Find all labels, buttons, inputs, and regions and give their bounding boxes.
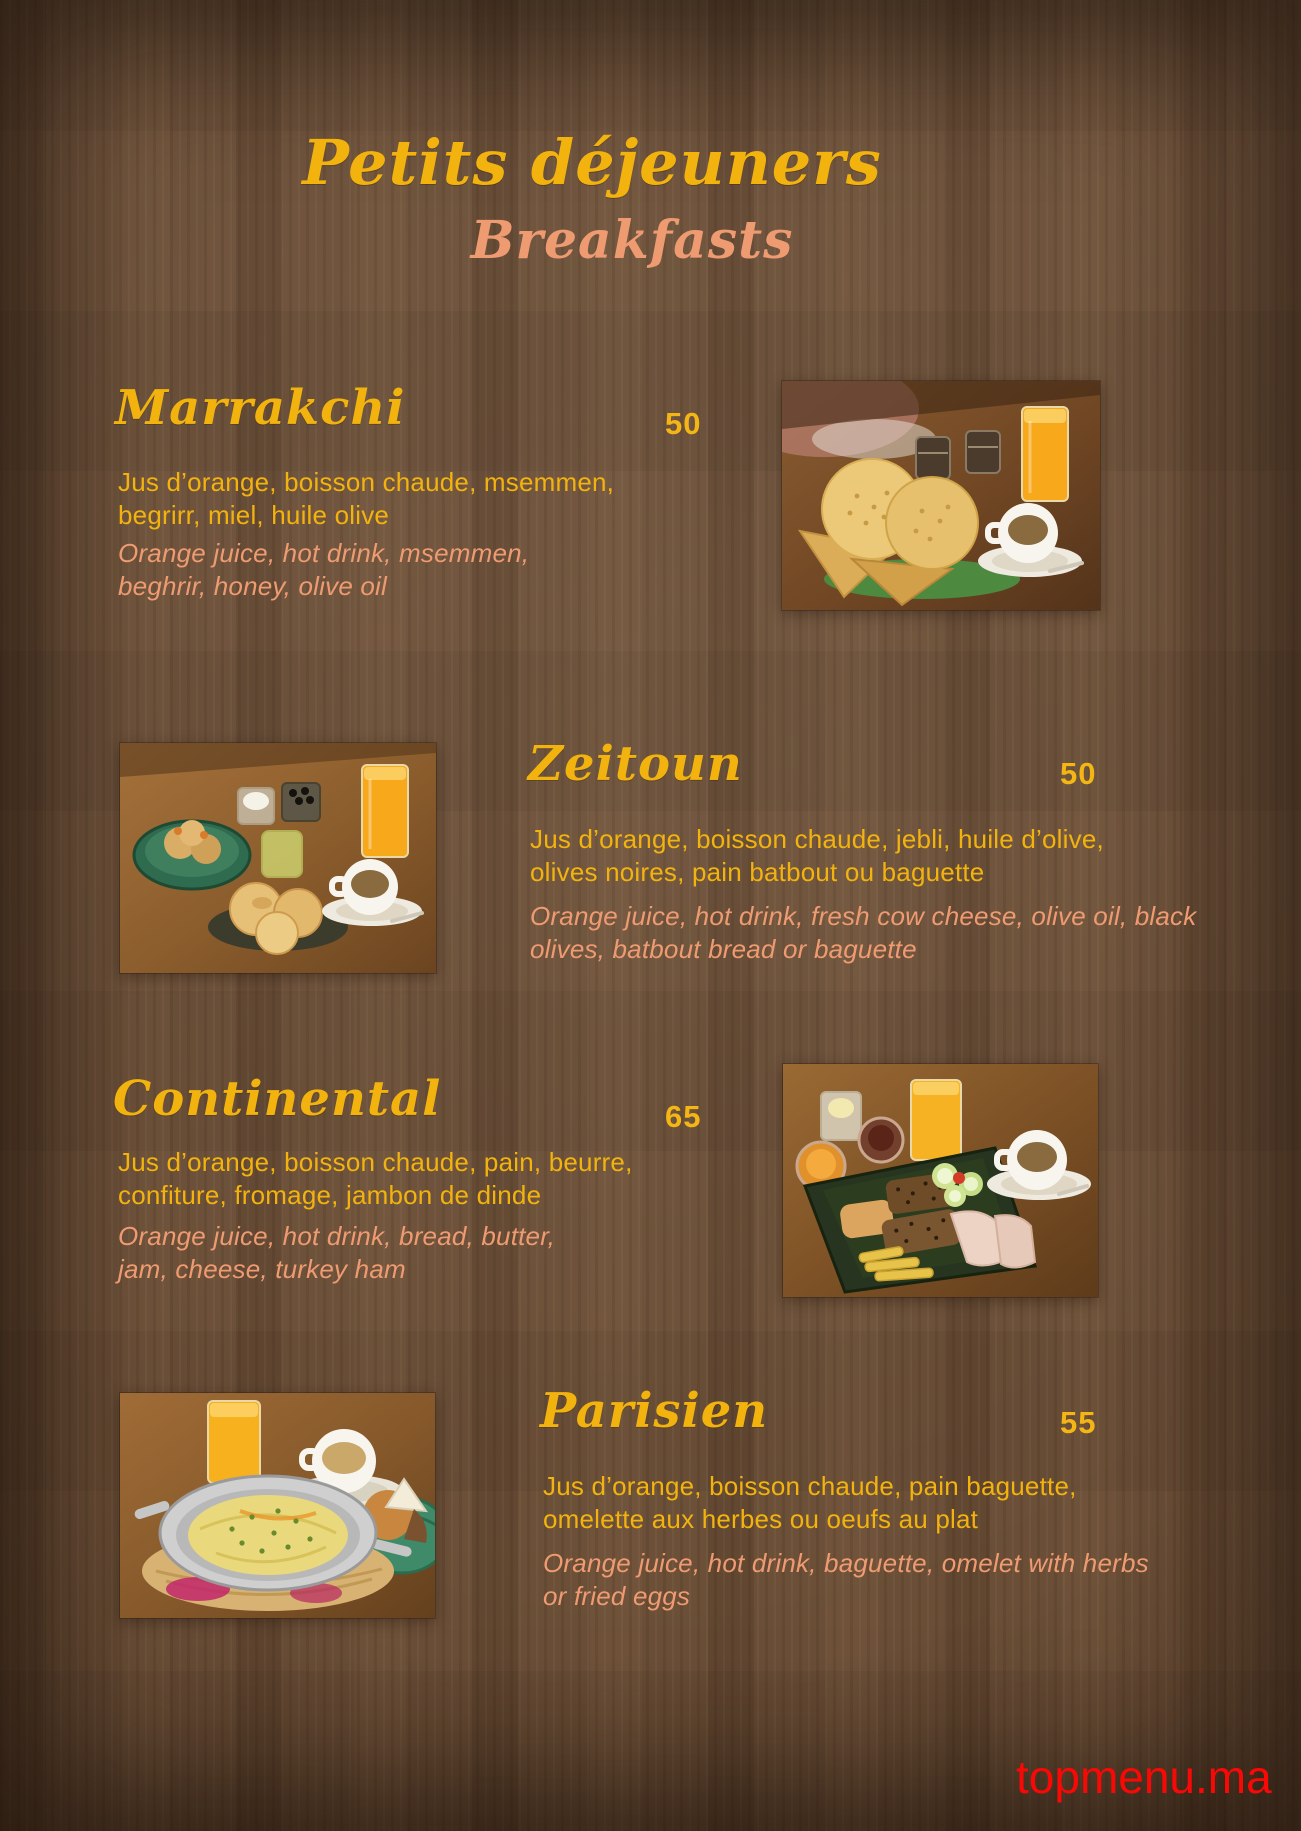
desc-line: confiture, fromage, jambon de dinde xyxy=(118,1180,542,1210)
desc-line: Jus d’orange, boisson chaude, msemmen, xyxy=(118,467,615,497)
desc-line: or fried eggs xyxy=(543,1581,691,1611)
item-desc-fr-continental xyxy=(118,1146,633,1212)
item-name-zeitoun: Zeitoun xyxy=(528,736,743,792)
desc-line: Orange juice, hot drink, fresh cow cheese, olive oil, black xyxy=(530,901,1197,931)
desc-line: jam, cheese, turkey ham xyxy=(118,1254,406,1284)
desc-line: begrirr, miel, huile olive xyxy=(118,500,390,530)
desc-line: Orange juice, hot drink, baguette, omelet with herbs xyxy=(543,1548,1149,1578)
desc-line: olives noires, pain batbout ou baguette xyxy=(530,857,985,887)
item-name-parisien: Parisien xyxy=(540,1383,769,1439)
desc-line: Jus d’orange, boisson chaude, pain baguette, xyxy=(543,1471,1077,1501)
desc-line: Jus d’orange, boisson chaude, jebli, huile d’olive, xyxy=(530,824,1104,854)
desc-line: Orange juice, hot drink, msemmen, xyxy=(118,538,530,568)
item-price-marrakchi: 50 xyxy=(665,406,702,441)
item-price-continental: 65 xyxy=(665,1099,702,1134)
desc-line: olives, batbout bread or baguette xyxy=(530,934,917,964)
item-desc-fr-marrakchi xyxy=(118,466,614,532)
item-name-continental: Continental xyxy=(113,1071,442,1127)
watermark-topmenu: topmenu.ma xyxy=(1016,1751,1272,1803)
item-desc-fr-zeitoun xyxy=(530,823,1104,889)
desc-line: Jus d’orange, boisson chaude, pain, beurre, xyxy=(118,1147,633,1177)
item-name-marrakchi: Marrakchi xyxy=(115,380,406,436)
photo-zeitoun-breakfast xyxy=(120,743,436,973)
menu-title-english: Breakfasts xyxy=(470,210,794,271)
desc-line: beghrir, honey, olive oil xyxy=(118,571,388,601)
desc-line: omelette aux herbes ou oeufs au plat xyxy=(543,1504,979,1534)
item-desc-en-continental xyxy=(118,1220,555,1286)
item-price-parisien: 55 xyxy=(1060,1405,1097,1440)
photo-parisien-breakfast xyxy=(120,1393,435,1618)
item-desc-en-parisien xyxy=(543,1547,1149,1613)
item-price-zeitoun: 50 xyxy=(1060,756,1097,791)
item-desc-en-marrakchi xyxy=(118,537,529,603)
item-desc-en-zeitoun xyxy=(530,900,1196,966)
photo-marrakchi-breakfast xyxy=(782,381,1100,610)
item-desc-fr-parisien xyxy=(543,1470,1077,1536)
menu-title-french: Petits déjeuners xyxy=(302,126,882,199)
desc-line: Orange juice, hot drink, bread, butter, xyxy=(118,1221,556,1251)
photo-continental-breakfast xyxy=(783,1064,1098,1297)
